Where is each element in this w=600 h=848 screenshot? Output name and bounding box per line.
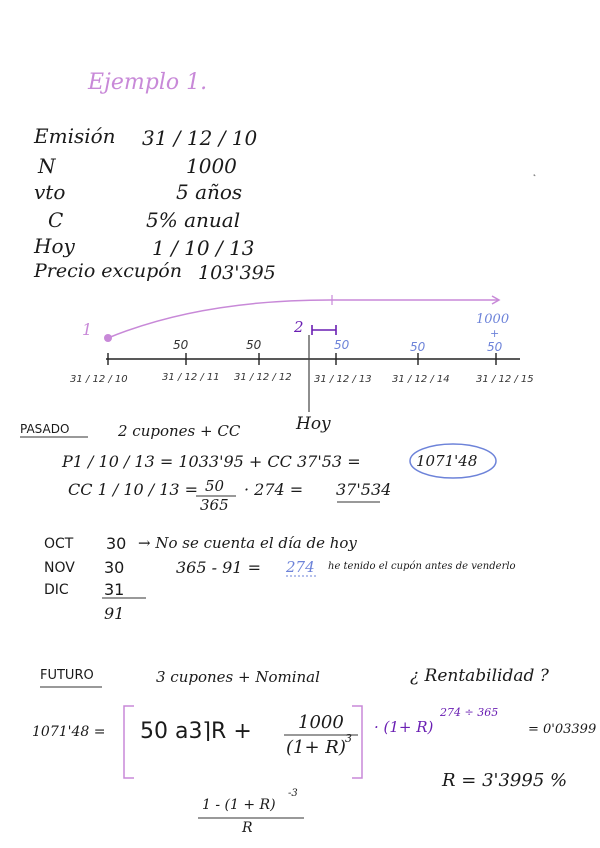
date-label-2: 31 / 12 / 11	[162, 372, 220, 383]
param-value-emision: 31 / 12 / 10	[142, 126, 258, 150]
annuity-exponent: -3	[288, 788, 298, 799]
days-total: 91	[104, 604, 125, 623]
days-oct: 30	[106, 534, 127, 553]
nominal-numerator: 1000	[298, 712, 344, 733]
futuro-heading: FUTURO	[40, 668, 94, 683]
param-label-n: N	[38, 154, 56, 178]
param-value-c: 5% anual	[146, 208, 241, 232]
annuity-denominator: R	[242, 820, 253, 836]
equation-lhs: 1071'48 =	[32, 724, 106, 740]
pasado-line2-left: CC 1 / 10 / 13 =	[68, 480, 199, 499]
param-value-precio: 103'395	[198, 262, 276, 284]
days-result: 274	[286, 558, 315, 576]
period-bracket	[312, 325, 336, 335]
month-oct: OCT	[44, 536, 74, 552]
stray-mark: ˛	[532, 166, 537, 177]
marker-2: 2	[294, 318, 304, 336]
note-nov: 365 - 91 =	[176, 558, 261, 577]
date-label-6: 31 / 12 / 15	[476, 374, 534, 385]
pasado-desc: 2 cupones + CC	[118, 422, 241, 440]
param-label-hoy: Hoy	[34, 234, 75, 258]
annuity-term: 50 a3⌉R +	[140, 719, 252, 744]
nominal-denominator: (1+ R)	[286, 737, 346, 758]
annuity-numerator: 1 - (1 + R)	[202, 797, 276, 813]
param-label-emision: Emisión	[34, 124, 116, 148]
circled-total: 1071'48	[416, 452, 478, 470]
days-dic: 31	[104, 580, 125, 599]
coupon-label-1: 50	[173, 338, 189, 352]
coupon-label-3: 50	[334, 338, 350, 352]
futuro-desc: 3 cupones + Nominal	[156, 668, 320, 686]
plus-sign: +	[490, 327, 500, 340]
right-bracket	[352, 706, 362, 778]
param-label-c: C	[48, 208, 64, 232]
fraction-numerator: 50	[205, 477, 225, 495]
pasado-line2-right: · 274 =	[244, 480, 304, 499]
fraction-denominator: 365	[200, 496, 229, 514]
days-nov: 30	[104, 558, 125, 577]
date-label-1: 31 / 12 / 10	[70, 374, 128, 385]
pasado-heading: PASADO	[20, 422, 70, 436]
nominal-exponent: 3	[345, 732, 352, 745]
coupon-label-4: 50	[410, 340, 426, 354]
coupon-label-5: 50	[487, 340, 503, 354]
date-label-5: 31 / 12 / 14	[392, 374, 450, 385]
coupon-label-2: 50	[246, 338, 262, 352]
param-value-n: 1000	[186, 154, 237, 178]
rentabilidad-question: ¿ Rentabilidad ?	[410, 666, 549, 686]
equation-result: = 0'03399	[528, 722, 597, 737]
param-label-vto: vto	[34, 180, 66, 204]
param-value-vto: 5 años	[176, 180, 243, 204]
hoy-label: Hoy	[296, 414, 331, 434]
date-label-4: 31 / 12 / 13	[314, 374, 372, 385]
mult-exponent: 274 ÷ 365	[440, 706, 499, 719]
mult-term: · (1+ R)	[374, 718, 434, 736]
month-nov: NOV	[44, 560, 75, 576]
page-title: Ejemplo 1.	[88, 70, 208, 95]
cc-result: 37'534	[336, 480, 392, 499]
marker-1: 1	[82, 320, 93, 339]
month-dic: DIC	[44, 582, 69, 598]
left-bracket	[124, 706, 134, 778]
date-label-3: 31 / 12 / 12	[234, 372, 292, 383]
timeline-start-dot	[104, 334, 112, 342]
pasado-line1: P1 / 10 / 13 = 1033'95 + CC 37'53 =	[62, 452, 361, 471]
param-label-precio: Precio excupón	[34, 260, 182, 282]
final-answer: R = 3'3995 %	[442, 770, 568, 791]
days-result-note: he tenido el cupón antes de venderlo	[328, 561, 516, 572]
nominal-label: 1000	[476, 312, 510, 327]
param-value-hoy: 1 / 10 / 13	[152, 236, 255, 260]
note-oct: → No se cuenta el día de hoy	[138, 534, 357, 552]
